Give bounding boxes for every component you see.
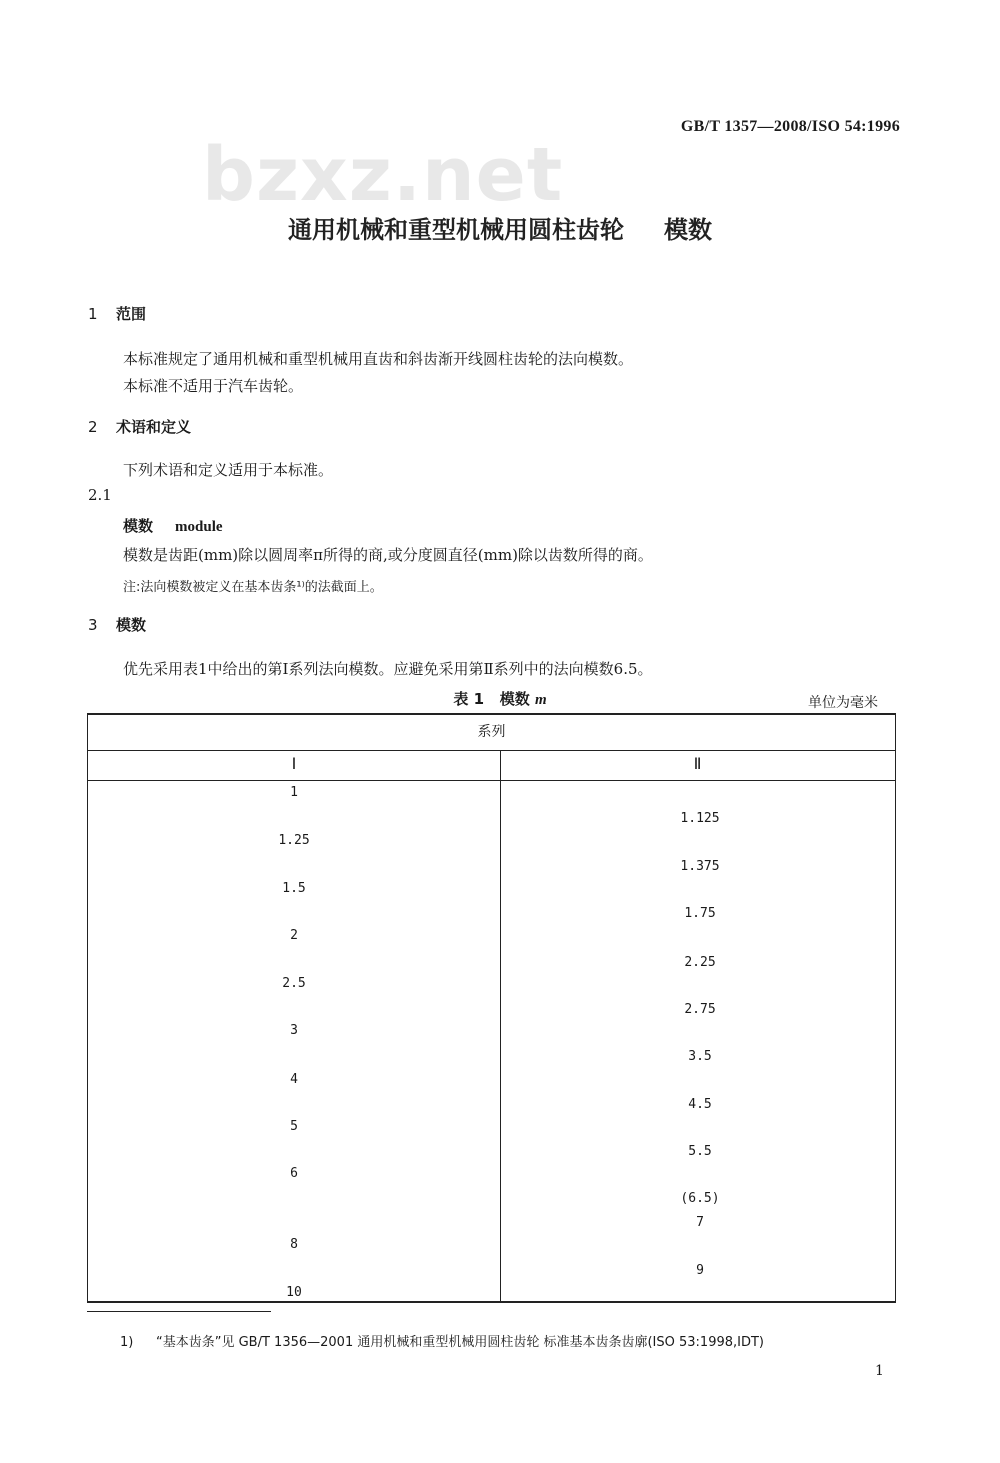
footnote-text: “基本齿条”见 GB/T 1356—2001 通用机械和重型机械用圆柱齿轮 标准基本齿条齿廓(ISO 53:1998,IDT): [156, 1335, 764, 1350]
table-group-header: 系列: [88, 715, 895, 751]
term-entry: [123, 515, 223, 536]
section-number: 1: [88, 305, 98, 323]
series-2-value: 9: [696, 1263, 704, 1278]
series-1-value: 2: [290, 928, 298, 943]
series-1-value: 10: [286, 1285, 302, 1300]
title-main: 通用机械和重型机械用圆柱齿轮: [288, 216, 624, 244]
footnote-rule: [87, 1311, 271, 1312]
series-1-value: 3: [290, 1023, 298, 1038]
series-2-value: 2.25: [684, 955, 716, 970]
series-1-value: 2.5: [282, 976, 306, 991]
series-1-value: 4: [290, 1072, 298, 1087]
section-number: 2: [88, 418, 98, 436]
paragraph: 下列术语和定义适用于本标准。: [123, 461, 334, 479]
series-1-value: 1.5: [282, 881, 306, 896]
caption-symbol: m: [534, 692, 547, 708]
series-1-value: 1: [290, 785, 298, 800]
caption-prefix: 表 1: [453, 690, 485, 708]
section-number: 3: [88, 616, 98, 634]
column-header-series-2: Ⅱ: [693, 756, 702, 773]
series-2-value: 7: [696, 1215, 704, 1230]
series-2-value: 1.375: [680, 859, 720, 874]
term-english: module: [175, 519, 223, 535]
section-title: 范围: [116, 305, 147, 323]
series-2-value: 3.5: [688, 1049, 712, 1064]
series-2-value: 2.75: [684, 1002, 716, 1017]
section-3-heading: [88, 614, 146, 635]
paragraph: 优先采用表1中给出的第Ⅰ系列法向模数。应避免采用第Ⅱ系列中的法向模数6.5。: [123, 660, 653, 678]
paragraph: 本标准不适用于汽车齿轮。: [123, 377, 304, 395]
standard-code: GB/T 1357—2008/ISO 54:1996: [680, 118, 900, 135]
section-title: 模数: [116, 616, 147, 634]
definition: 模数是齿距(mm)除以圆周率π所得的商,或分度圆直径(mm)除以齿数所得的商。: [123, 546, 653, 564]
document-title: [0, 210, 1000, 245]
series-1-value: 1.25: [278, 833, 310, 848]
table-column-headers: [88, 750, 895, 781]
series-2-value: 5.5: [688, 1144, 712, 1159]
watermark: bzxz.net: [202, 132, 564, 218]
note: 注:法向模数被定义在基本齿条¹⁾的法截面上。: [123, 580, 383, 595]
term-chinese: 模数: [123, 517, 154, 535]
series-1-value: 8: [290, 1237, 298, 1252]
caption-text: 模数: [499, 690, 530, 708]
section-title: 术语和定义: [116, 418, 192, 436]
unit-label: 单位为毫米: [808, 695, 878, 711]
section-2-heading: [88, 416, 191, 437]
footnote: [120, 1331, 764, 1350]
column-header-series-1: Ⅰ: [291, 756, 297, 773]
column-divider: [500, 750, 501, 1301]
title-sub: 模数: [664, 216, 712, 244]
series-2-value: 1.125: [680, 811, 720, 826]
section-1-heading: [88, 303, 146, 324]
subsection-number: 2.1: [88, 486, 112, 504]
modules-table: [87, 713, 896, 1303]
page-number: 1: [875, 1363, 884, 1379]
series-2-value: 1.75: [684, 906, 716, 921]
series-2-value: (6.5): [680, 1191, 720, 1206]
footnote-mark: 1): [120, 1335, 134, 1350]
series-1-value: 5: [290, 1119, 298, 1134]
paragraph: 本标准规定了通用机械和重型机械用直齿和斜齿渐开线圆柱齿轮的法向模数。: [123, 350, 634, 368]
series-1-value: 6: [290, 1166, 298, 1181]
series-2-value: 4.5: [688, 1097, 712, 1112]
